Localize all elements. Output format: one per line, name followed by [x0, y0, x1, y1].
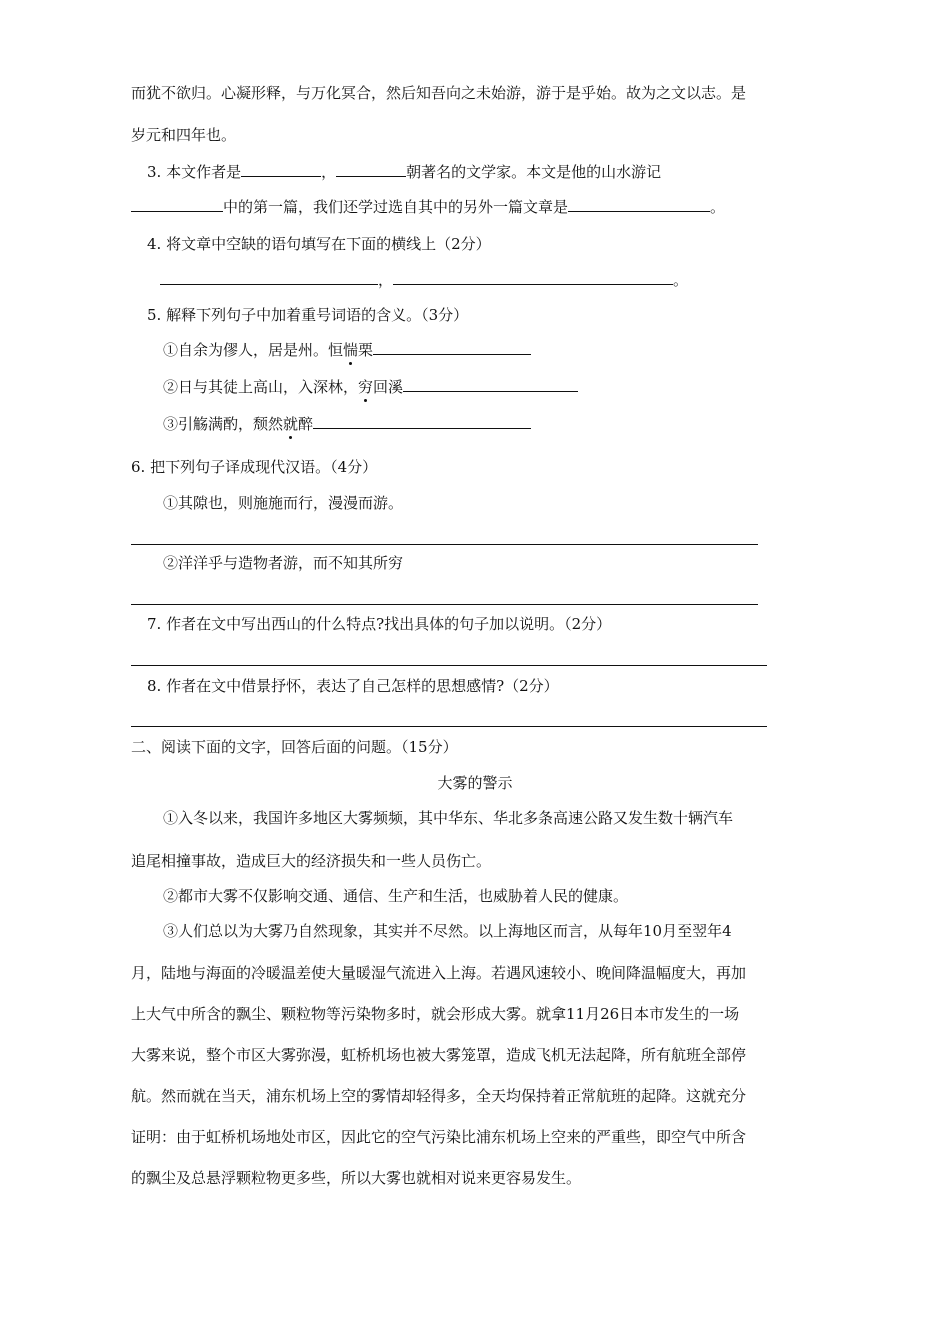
- answer-blank-q5-3[interactable]: [313, 414, 531, 429]
- question-3-line-1: 3. 本文作者是 ， 朝著名的文学家。本文是他的山水游记: [147, 163, 662, 181]
- article-title: 大雾的警示: [437, 774, 513, 792]
- question-7: 7. 作者在文中写出西山的什么特点?找出具体的句子加以说明。（2分）: [147, 615, 612, 633]
- question-4: 4. 将文章中空缺的语句填写在下面的横线上（2分）: [147, 235, 491, 253]
- question-6-sentence-2: ②洋洋乎与造物者游，而不知其所穷: [163, 554, 404, 572]
- question-4-answer-line: ， 。: [160, 270, 688, 290]
- answer-blank-author[interactable]: [241, 162, 321, 177]
- answer-blank-q5-1[interactable]: [373, 340, 531, 355]
- emphasis-char-1: 惴: [343, 341, 359, 359]
- answer-line-q7[interactable]: [131, 665, 767, 666]
- question-5-item-2: ②日与其徒上高山，入深林，穷回溪: [163, 377, 578, 397]
- answer-blank-q4-1[interactable]: [160, 270, 378, 285]
- question-5-item-1: ①自余为僇人，居是州。恒惴栗: [163, 340, 531, 360]
- paragraph-2-line-1: ②都市大雾不仅影响交通、通信、生产和生活，也威胁着人民的健康。: [163, 887, 629, 905]
- answer-blank-other-article[interactable]: [568, 197, 710, 212]
- paragraph-1-line-1: ①入冬以来，我国许多地区大雾频频，其中华东、华北多条高速公路又发生数十辆汽车: [163, 809, 734, 827]
- emphasis-char-2: 穷: [358, 378, 374, 396]
- paragraph-3-line-7: 的飘尘及总悬浮颗粒物更多些，所以大雾也就相对说来更容易发生。: [131, 1169, 582, 1187]
- passage-line-1: 而犹不欲归。心凝形释，与万化冥合，然后知吾向之未始游，游于是乎始。故为之文以志。是: [131, 84, 747, 102]
- question-6: 6. 把下列句子译成现代汉语。（4分）: [131, 458, 378, 476]
- answer-line-q6-1[interactable]: [131, 544, 758, 545]
- answer-blank-q4-2[interactable]: [393, 270, 673, 285]
- answer-blank-dynasty[interactable]: [336, 162, 406, 177]
- section-2-heading: 二、阅读下面的文字，回答后面的问题。（15分）: [131, 738, 458, 756]
- question-3-line-2: 中的第一篇，我们还学过选自其中的另外一篇文章是 。: [131, 197, 725, 217]
- paragraph-1-line-2: 追尾相撞事故，造成巨大的经济损失和一些人员伤亡。: [131, 852, 492, 870]
- answer-blank-q5-2[interactable]: [403, 377, 578, 392]
- question-5-item-3: ③引觞满酌，颓然就醉: [163, 414, 531, 434]
- question-3-label: 3. 本文作者是: [147, 163, 242, 181]
- paragraph-3-line-1: ③人们总以为大雾乃自然现象，其实并不尽然。以上海地区而言，从每年10月至翌年4: [163, 922, 732, 940]
- question-6-sentence-1: ①其隙也，则施施而行，漫漫而游。: [163, 494, 404, 512]
- paragraph-3-line-3: 上大气中所含的飘尘、颗粒物等污染物多时，就会形成大雾。就拿11月26日本市发生的一场: [131, 1005, 740, 1023]
- emphasis-char-3: 就: [283, 415, 299, 433]
- answer-line-q8[interactable]: [131, 726, 767, 727]
- paragraph-3-line-4: 大雾来说，整个市区大雾弥漫，虹桥机场也被大雾笼罩，造成飞机无法起降，所有航班全部停: [131, 1046, 747, 1064]
- passage-line-2: 岁元和四年也。: [131, 126, 237, 144]
- question-8: 8. 作者在文中借景抒怀，表达了自己怎样的思想感情?（2分）: [147, 677, 559, 695]
- question-5: 5. 解释下列句子中加着重号词语的含义。（3分）: [147, 306, 469, 324]
- answer-blank-collection[interactable]: [131, 197, 223, 212]
- paragraph-3-line-6: 证明：由于虹桥机场地处市区，因此它的空气污染比浦东机场上空来的严重些，即空气中所含: [131, 1128, 747, 1146]
- answer-line-q6-2[interactable]: [131, 604, 758, 605]
- paragraph-3-line-5: 航。然而就在当天，浦东机场上空的雾情却轻得多，全天均保持着正常航班的起降。这就充分: [131, 1087, 747, 1105]
- paragraph-3-line-2: 月，陆地与海面的冷暖温差使大量暖湿气流进入上海。若遇风速较小、晚间降温幅度大，再加: [131, 964, 747, 982]
